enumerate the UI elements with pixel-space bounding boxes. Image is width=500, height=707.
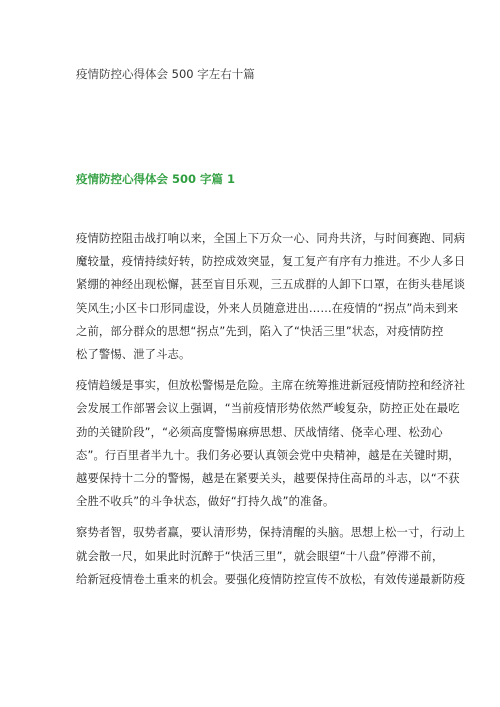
paragraph-line: 笑风生;小区卡口形同虚设，外来人员随意进出……在疫情的“拐点”尚未到来 [76, 301, 459, 315]
section-heading: 疫情防控心得体会 500 字篇 1 [76, 172, 236, 186]
paragraph-line: 就会散一尺，如果此时沉醉于“快活三里”，就会眼望“十八盘”停滞不前， [76, 549, 444, 563]
paragraph-2 [76, 374, 466, 513]
paragraph-line: 越要保持十二分的警惕，越是在紧要关头，越要保持住高昂的斗志，以“不获 [76, 472, 460, 486]
paragraph-line: 魔较量，疫情持续好转，防控成效突显，复工复产有序有力推进。不少人多日 [76, 255, 466, 269]
body-text [76, 227, 466, 599]
paragraph-line: 紧绷的神经出现松懈，甚至盲目乐观，三五成群的人卸下口罩，在街头巷尾谈 [76, 278, 466, 292]
paragraph-line: 松了警惕、泄了斗志。 [76, 348, 191, 362]
paragraph-line: 全胜不收兵”的斗争状态，做好“打持久战”的准备。 [76, 495, 335, 509]
document-title: 疫情防控心得体会 500 字左右十篇 [76, 67, 255, 81]
paragraph-line: 劲的关键阶段”，“必须高度警惕麻痹思想、厌战情绪、侥幸心理、松劲心 [76, 425, 443, 439]
paragraph-line: 之前，部分群众的思想“拐点”先到，陷入了“快活三里”状态，对疫情防控 [76, 324, 444, 338]
paragraph-line: 给新冠疫情卷土重来的机会。要强化疫情防控宣传不放松，有效传递最新防疫 [76, 572, 466, 586]
paragraph-3 [76, 521, 466, 591]
paragraph-line: 察势者智，驭势者赢，要认清形势，保持清醒的头脑。思想上松一寸，行动上 [76, 526, 466, 540]
paragraph-line: 会发展工作部署会议上强调，“当前疫情形势依然严峻复杂，防控正处在最吃 [76, 402, 460, 416]
paragraph-line: 态”。行百里者半九十。我们务必要认真领会党中央精神，越是在关键时期， [76, 448, 460, 462]
paragraph-1 [76, 227, 466, 366]
paragraph-line: 疫情趋缓是事实，但放松警惕是危险。主席在统筹推进新冠疫情防控和经济社 [76, 379, 466, 393]
paragraph-line: 疫情防控阻击战打响以来，全国上下万众一心、同舟共济，与时间赛跑、同病 [76, 232, 466, 245]
